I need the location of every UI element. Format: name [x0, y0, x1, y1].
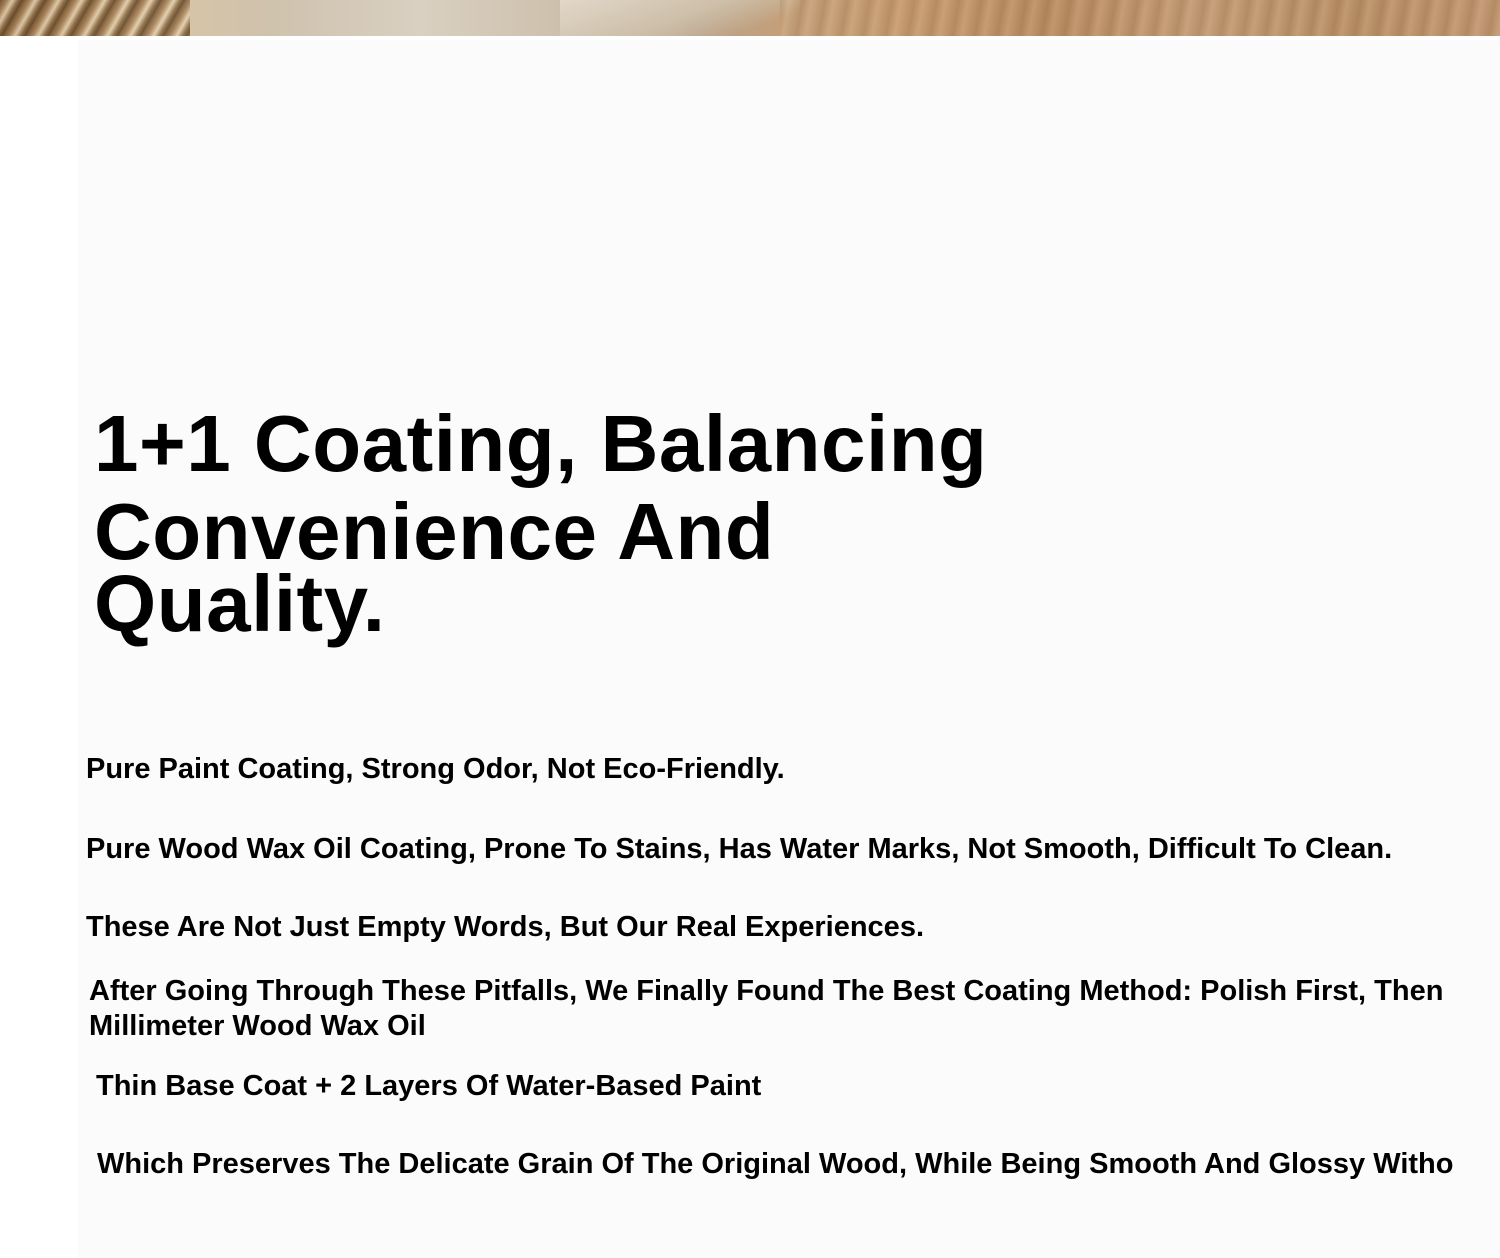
headline-line-1: 1+1 Coating, Balancing	[94, 399, 988, 488]
page-headline	[94, 399, 994, 648]
headline-line-3: Quality.	[94, 559, 386, 648]
pure-wax-text: Pure Wood Wax Oil Coating, Prone To Stains, Has Water Marks, Not Smooth, Difficult To Clean.	[86, 833, 1393, 865]
pure-paint-text: Pure Paint Coating, Strong Odor, Not Eco-Friendly.	[86, 753, 785, 785]
hero-image-strip	[0, 0, 1500, 36]
preserves-grain-text: Which Preserves The Delicate Grain Of The Original Wood, While Being Smooth And Glossy Witho	[97, 1148, 1454, 1180]
wood-floor-grain	[780, 0, 1500, 36]
headline-line-2: Convenience And	[94, 487, 775, 576]
real-experience-text: These Are Not Just Empty Words, But Our Real Experiences.	[86, 911, 924, 943]
best-method-text: After Going Through These Pitfalls, We Finally Found The Best Coating Method: Polish First, Then Millimeter Wood Wax Oil	[89, 975, 1444, 1042]
rope-decoration	[0, 0, 190, 36]
base-coat-text: Thin Base Coat + 2 Layers Of Water-Based Paint	[96, 1070, 762, 1102]
rug-edge	[560, 0, 800, 36]
